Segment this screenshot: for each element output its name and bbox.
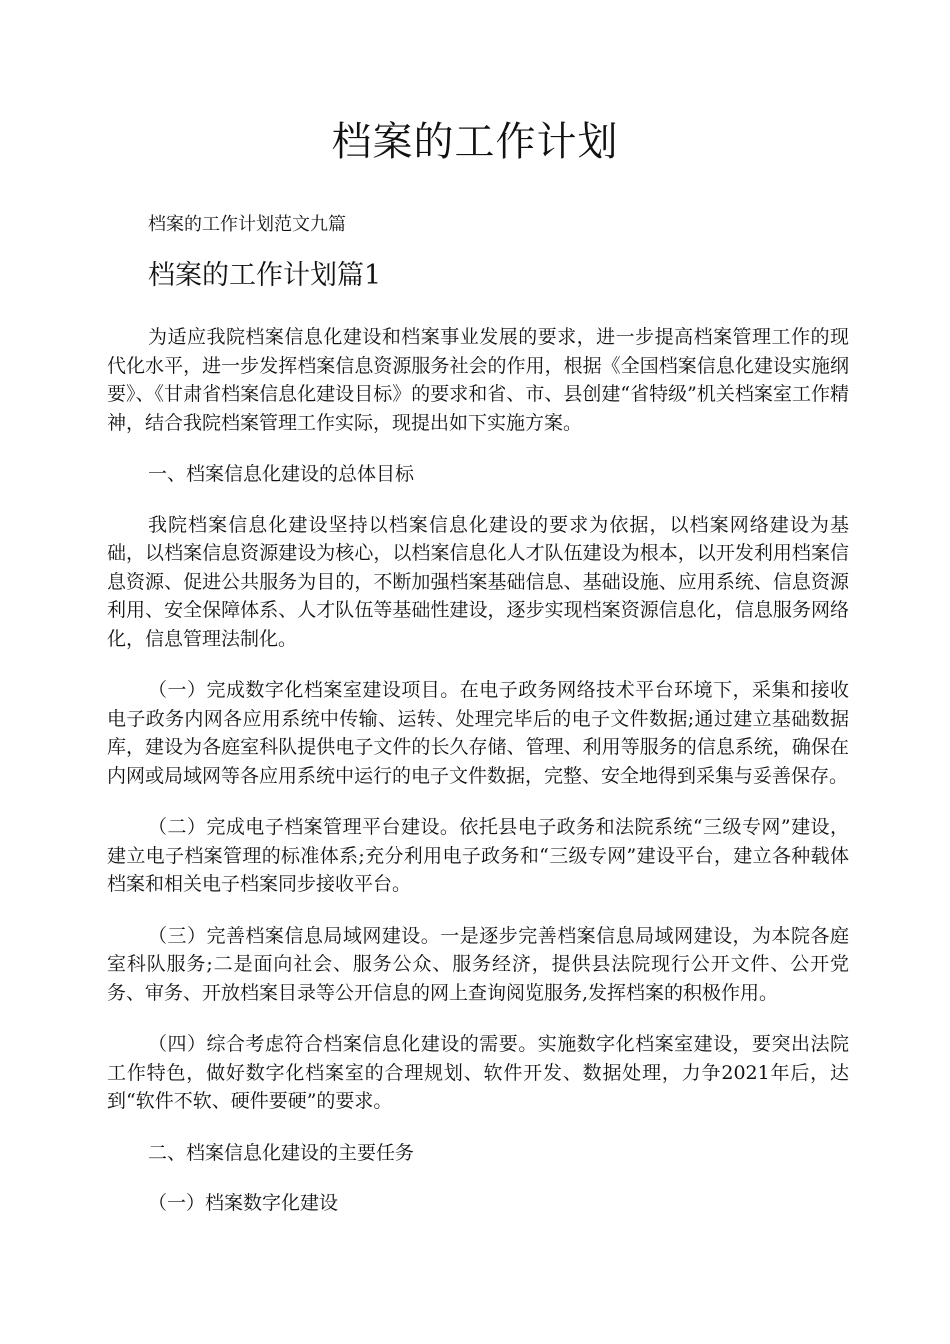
heading-main-tasks: 二、档案信息化建设的主要任务: [148, 1141, 415, 1164]
paragraph-item-3: （三）完善档案信息局域网建设。一是逐步完善档案信息局域网建设，为本院各庭室科队服务;二是面向社会、服务公众、服务经济，提供县法院现行公开文件、公开党务、审务、开放档案目录等公开信息的网上查询阅览服务,发挥档案的积极作用。: [107, 924, 849, 1004]
document-subtitle: 档案的工作计划范文九篇: [148, 214, 346, 235]
section-heading: 档案的工作计划篇1: [148, 260, 382, 291]
paragraph-item-2: （二）完成电子档案管理平台建设。依托县电子政务和法院系统“三级专网”建设，建立电子档案管理的标准体系;充分利用电子政务和“三级专网”建设平台，建立各种载体档案和相关电子档案同步接收平台。: [107, 816, 849, 895]
document-body: [107, 323, 849, 1240]
paragraph-item-4: （四）综合考虑符合档案信息化建设的需要。实施数字化档案室建设，要突出法院工作特色，做好数字化档案室的合理规划、软件开发、数据处理，力争2021年后，达到“软件不软、硬件要硬”的要求。: [107, 1033, 849, 1112]
paragraph-overall-goal: 我院档案信息化建设坚持以档案信息化建设的要求为依据，以档案网络建设为基础，以档案信息资源建设为核心，以档案信息化人才队伍建设为根本，以开发利用档案信息资源、促进公共服务为目的，不断加强档案基础信息、基础设施、应用系统、信息资源利用、安全保障体系、人才队伍等基础性建设，逐步实现档案资源信息化，信息服务网络化，信息管理法制化。: [107, 513, 849, 650]
document-title: 档案的工作计划: [331, 119, 619, 165]
paragraph-intro: 为适应我院档案信息化建设和档案事业发展的要求，进一步提高档案管理工作的现代化水平，进一步发挥档案信息资源服务社会的作用，根据《全国档案信息化建设实施纲要》、《甘肃省档案信息化建设目标》的要求和省、市、县创建“省特级”机关档案室工作精神，结合我院档案管理工作实际，现提出如下实施方案。: [107, 326, 849, 434]
heading-digitization: （一）档案数字化建设: [148, 1192, 339, 1214]
heading-overall-goal: 一、档案信息化建设的总体目标: [148, 463, 415, 485]
paragraph-item-1: （一）完成数字化档案室建设项目。在电子政务网络技术平台环境下，采集和接收电子政务内网各应用系统中传输、运转、处理完毕后的电子文件数据;通过建立基础数据库，建设为各庭室科队提供电子文件的长久存储、管理、利用等服务的信息系统，确保在内网或局域网等各应用系统中运行的电子文件数据，完整、安全地得到采集与妥善保存。: [107, 679, 849, 787]
